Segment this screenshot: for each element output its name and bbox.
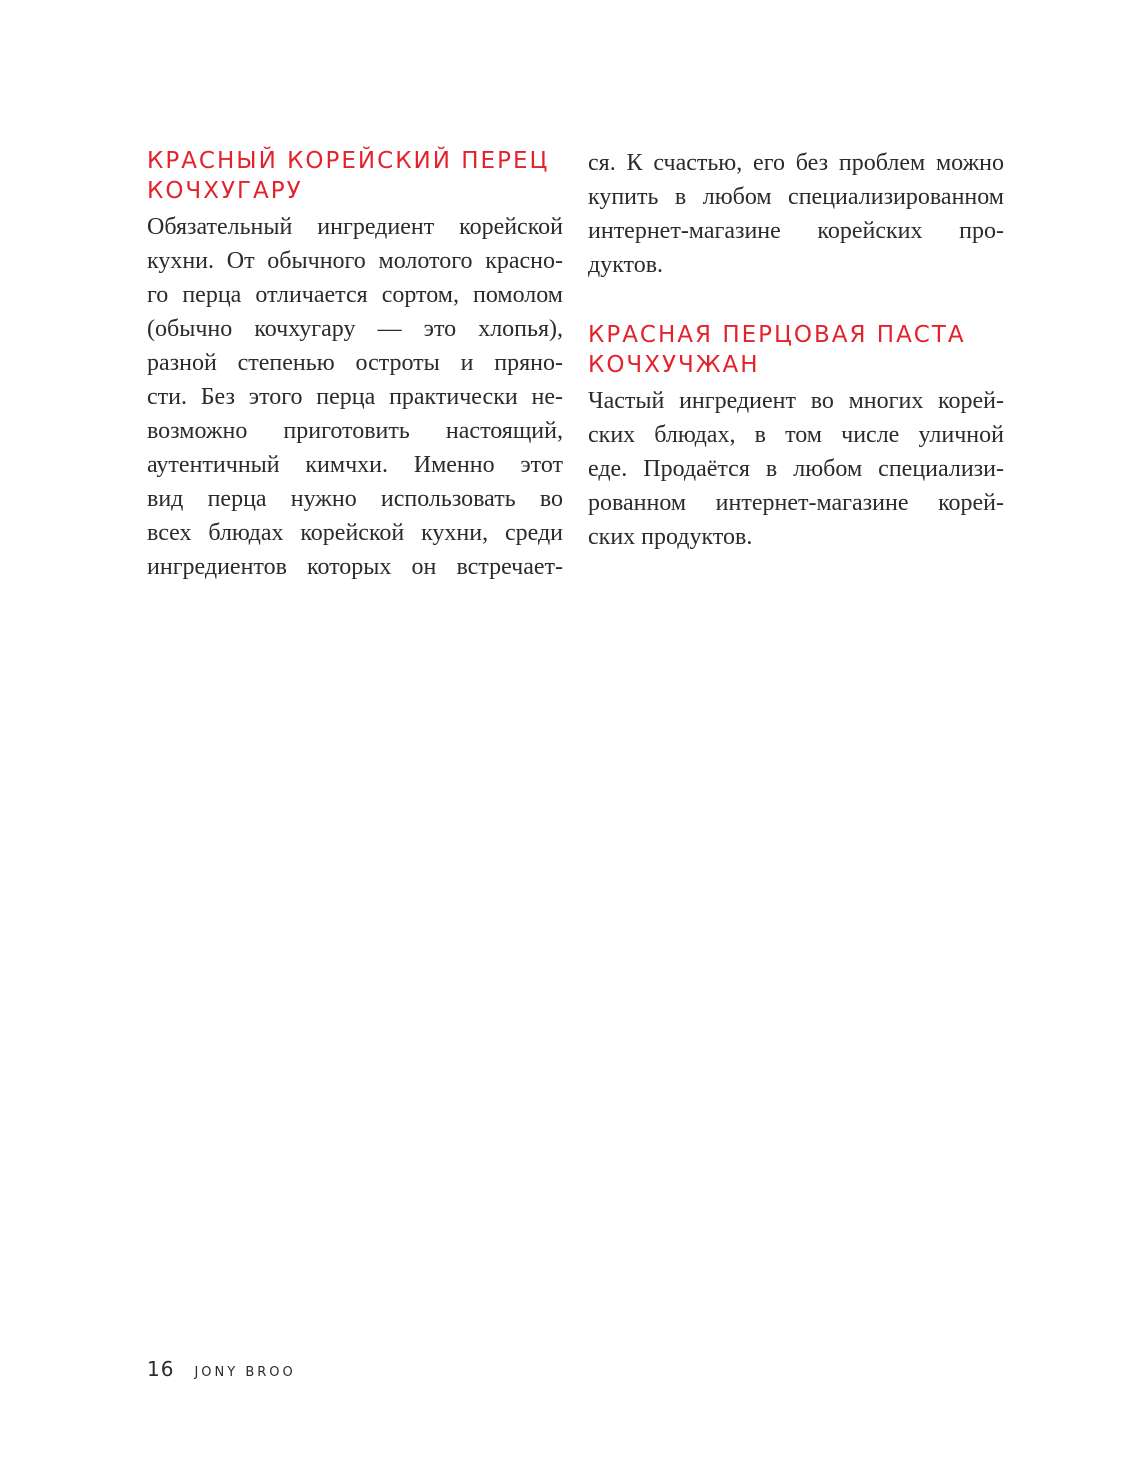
text-line: кухни. От обычного молотого красно- (147, 248, 563, 274)
footer-brand: JONY BROO (194, 1365, 296, 1380)
text-line: ских блюдах, в том числе уличной (588, 422, 1004, 448)
text-line: рованном интернет-магазине корей- (588, 490, 1004, 516)
section-heading-gochujang (588, 320, 1004, 380)
heading-line: КОЧХУГАРУ (147, 178, 303, 204)
text-line: дуктов. (588, 252, 664, 278)
text-line: (обычно кочхугару — это хлопья), (147, 316, 563, 342)
heading-line: КРАСНАЯ ПЕРЦОВАЯ ПАСТА (588, 322, 966, 348)
text-line: ся. К счастью, его без проблем можно (588, 150, 1004, 176)
text-line: купить в любом специализированном (588, 184, 1004, 210)
page-footer (147, 1357, 296, 1381)
text-line: возможно приготовить настоящий, (147, 418, 563, 444)
page-number: 16 (147, 1357, 175, 1381)
text-line: Обязательный ингредиент корейской (147, 214, 563, 240)
heading-line: КОЧХУЧЖАН (588, 352, 760, 378)
right-column (588, 146, 1004, 554)
text-line: интернет-магазине корейских про- (588, 218, 1004, 244)
section-heading-gochugaru (147, 146, 563, 206)
section-gochujang (588, 320, 1004, 554)
heading-line: КРАСНЫЙ КОРЕЙСКИЙ ПЕРЕЦ (147, 148, 550, 174)
text-line: всех блюдах корейской кухни, среди (147, 520, 563, 546)
text-line: еде. Продаётся в любом специализи- (588, 456, 1004, 482)
text-line: ингредиентов которых он встречает- (147, 554, 563, 580)
text-line: аутентичный кимчхи. Именно этот (147, 452, 563, 478)
section-body-gochugaru (147, 210, 563, 584)
text-line: сти. Без этого перца практически не- (147, 384, 563, 410)
text-line: разной степенью остроты и пряно- (147, 350, 563, 376)
text-line: ских продуктов. (588, 524, 753, 550)
text-line: го перца отличается сортом, помолом (147, 282, 563, 308)
left-column (147, 146, 563, 584)
text-line: Частый ингредиент во многих корей- (588, 388, 1004, 414)
section-body-gochujang (588, 384, 1004, 554)
section-body-gochugaru-continued (588, 146, 1004, 282)
text-line: вид перца нужно использовать во (147, 486, 563, 512)
